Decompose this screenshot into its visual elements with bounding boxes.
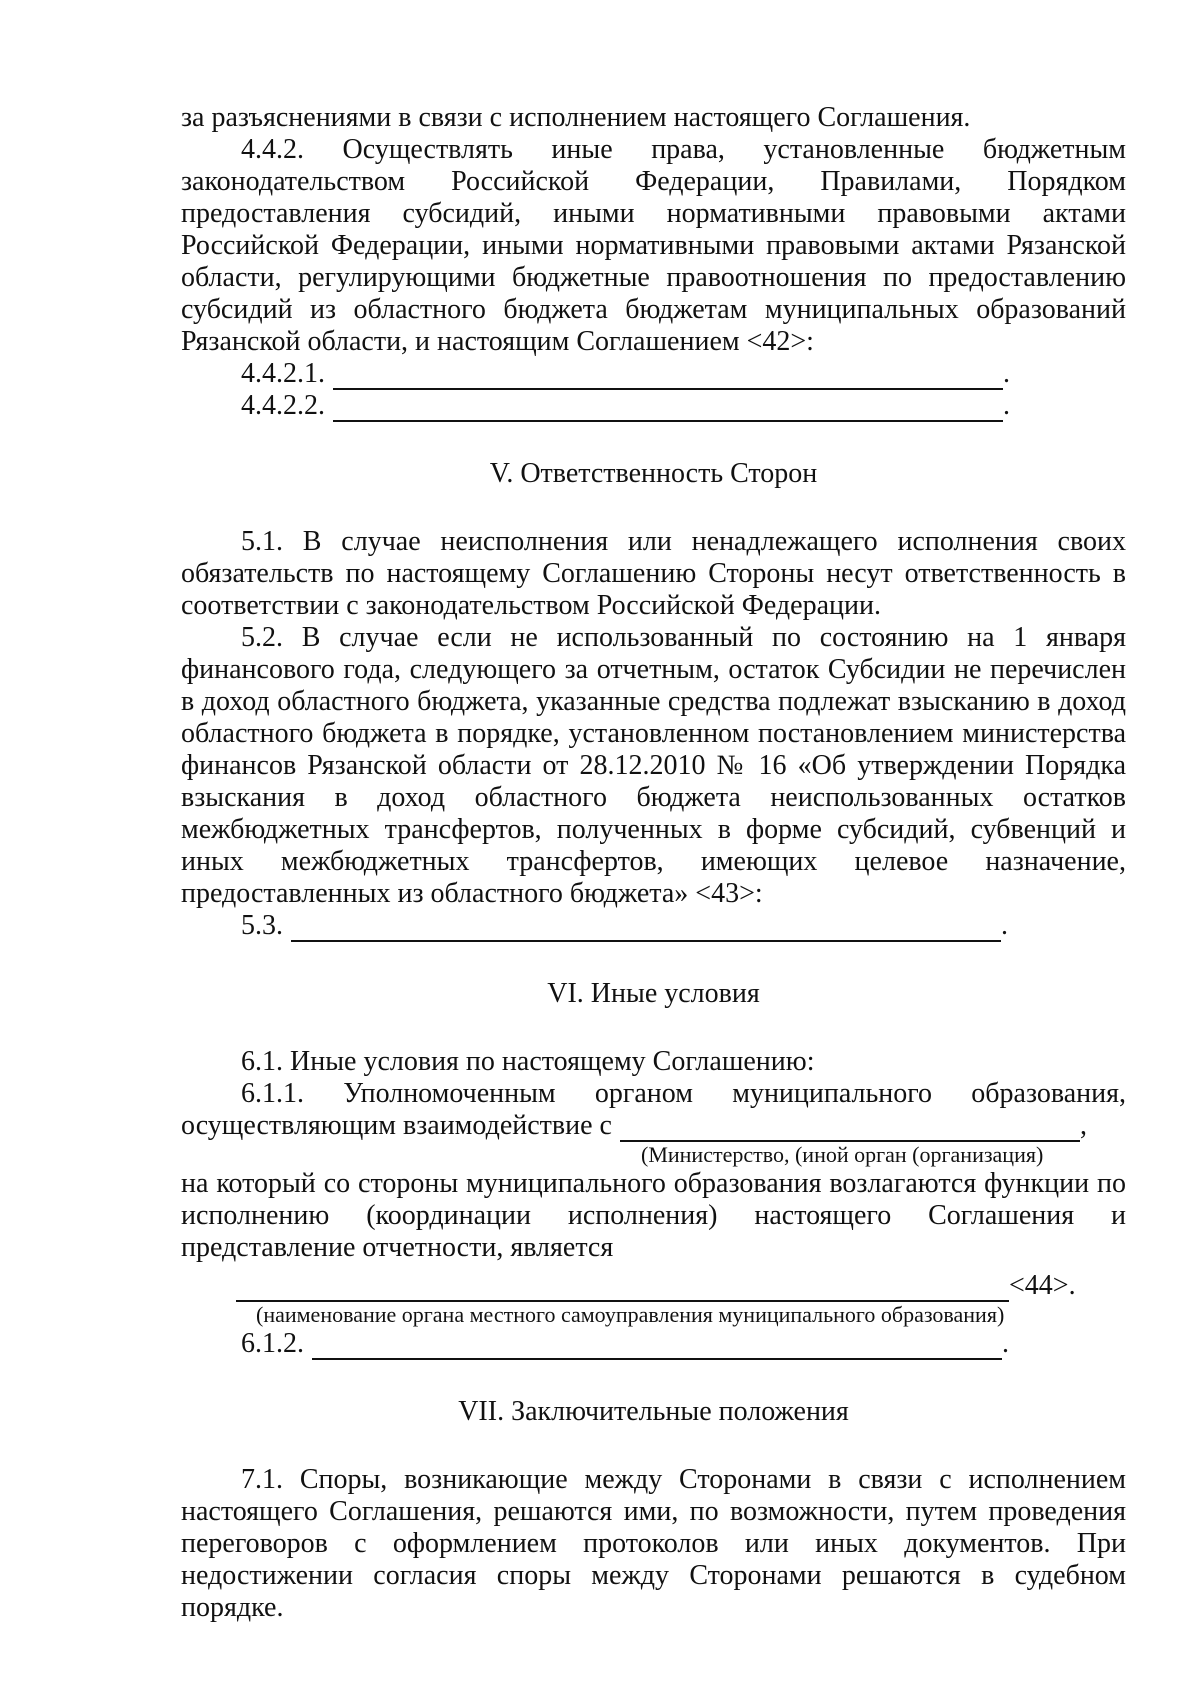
paragraph-4-4-2: 4.4.2. Осуществлять иные права, установленные бюджетным законодательством Российской Федерации, Правилами, Порядком предоставления субсидий, иными нормативными правовыми актами Российской Федерации, иными нормативными правовыми актами Рязанской области, регулирующими бюджетные правоотношения по предоставлению субсидий из областного бюджета бюджетам муниципальных образований Рязанской области, и настоящим Соглашением <42>: xyxy=(181,134,1126,357)
section-heading-6: VI. Иные условия xyxy=(547,978,760,1009)
item-number: 6.1.2. xyxy=(241,1328,304,1359)
comma: , xyxy=(1079,1110,1087,1141)
paragraph-5-1: 5.1. В случае неисполнения или ненадлежащего исполнения своих обязательств по настоящему Соглашению Стороны несут ответственность в соответствии с законодательством Российской Федерации. xyxy=(181,526,1126,621)
period: . xyxy=(1003,358,1010,389)
paragraph-6-1: 6.1. Иные условия по настоящему Соглашению: xyxy=(241,1046,815,1077)
paragraph-7-1: 7.1. Споры, возникающие между Сторонами в связи с исполнением настоящего Соглашения, решаются ими, по возможности, путем проведения переговоров с оформлением протоколов или иных документов. При недостижении согласия споры между Сторонами решаются в судебном порядке. xyxy=(181,1464,1126,1623)
item-5-3 xyxy=(181,910,1126,942)
section-heading-7: VII. Заключительные положения xyxy=(458,1396,849,1427)
paragraph-6-1-1-rest: на который со стороны муниципального образования возлагаются функции по исполнению (координации исполнения) настоящего Соглашения и представление отчетности, является xyxy=(181,1168,1126,1263)
period: . xyxy=(1002,1328,1009,1359)
item-4-4-2-2 xyxy=(181,390,1126,422)
fill-in-blank xyxy=(333,396,1003,422)
period: . xyxy=(1003,390,1010,421)
interaction-with-line xyxy=(181,1110,1126,1142)
paragraph-6-1-1-start: 6.1.1. Уполномоченным органом муниципального образования, xyxy=(241,1078,1126,1109)
caption-ministry: (Министерство, (иной орган (организация) xyxy=(641,1142,1044,1167)
interaction-with-label: осуществляющим взаимодействие с xyxy=(181,1110,612,1141)
item-number: 4.4.2.1. xyxy=(241,358,325,389)
footnote-ref-44: <44>. xyxy=(1009,1270,1076,1301)
fill-in-blank xyxy=(236,1276,1009,1302)
item-4-4-2-1 xyxy=(181,358,1126,390)
fill-in-blank xyxy=(312,1334,1002,1360)
paragraph-4-4-1-tail: за разъяснениями в связи с исполнением настоящего Соглашения. xyxy=(181,102,971,133)
item-number: 5.3. xyxy=(241,910,283,941)
item-number: 4.4.2.2. xyxy=(241,390,325,421)
section-heading-5: V. Ответственность Сторон xyxy=(489,458,818,489)
fill-in-blank xyxy=(291,916,1001,942)
local-body-line xyxy=(181,1264,1126,1302)
fill-in-blank xyxy=(333,364,1003,390)
caption-local-body: (наименование органа местного самоуправления муниципального образования) xyxy=(256,1302,1005,1327)
period: . xyxy=(1001,910,1008,941)
item-6-1-2 xyxy=(181,1328,1126,1360)
paragraph-5-2: 5.2. В случае если не использованный по состоянию на 1 января финансового года, следующего за отчетным, остаток Субсидии не перечислен в доход областного бюджета, указанные средства подлежат взысканию в доход областного бюджета в порядке, установленном постановлением министерства финансов Рязанской области от 28.12.2010 № 16 «Об утверждении Порядка взыскания в доход областного бюджета неиспользованных остатков межбюджетных трансфертов, полученных в форме субсидий, субвенций и иных межбюджетных трансфертов, имеющих целевое назначение, предоставленных из областного бюджета» <43>: xyxy=(181,622,1126,909)
document-page xyxy=(181,102,1126,1624)
fill-in-blank xyxy=(620,1116,1080,1142)
